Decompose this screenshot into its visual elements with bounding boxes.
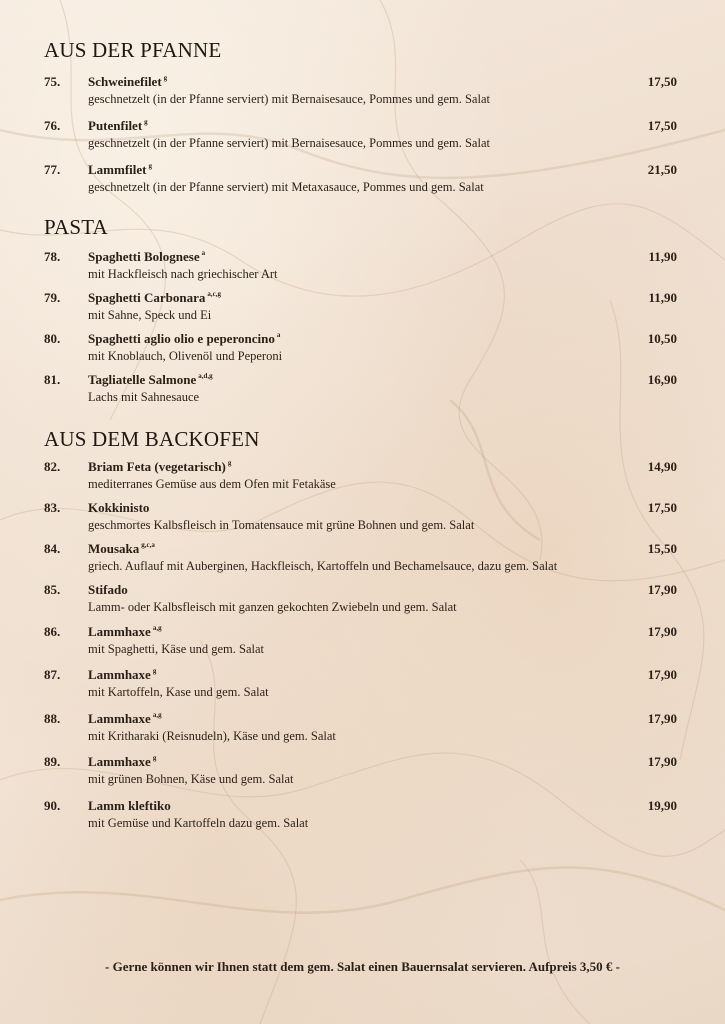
- item-number: 75.: [44, 74, 61, 89]
- menu-item-77: [44, 162, 679, 200]
- item-name: Lammhaxe $^{a,g}$: [88, 624, 162, 639]
- item-price: 17,50: [647, 500, 677, 515]
- item-number: 77.: [44, 162, 61, 177]
- allergen-codes: a: [201, 249, 206, 257]
- allergen-codes: a,c,g: [207, 290, 221, 298]
- footer-note: - Gerne können wir Ihnen statt dem gem. Salat einen Bauernsalat servieren. Aufpreis 3,50 € -: [105, 959, 620, 974]
- section-title-aus-der-pfanne: AUS DER PFANNE: [44, 38, 222, 62]
- allergen-codes: a,g: [152, 624, 162, 632]
- item-description: geschnetzelt (in der Pfanne serviert) mit Metaxasauce, Pommes und gem. Salat: [88, 180, 484, 194]
- item-price: 19,90: [647, 798, 677, 813]
- menu-item-82: [44, 459, 679, 497]
- menu-item-87: [44, 667, 679, 705]
- item-number: 78.: [44, 249, 61, 264]
- item-description: geschmortes Kalbsfleisch in Tomatensauce mit grüne Bohnen und gem. Salat: [88, 518, 475, 532]
- item-price: 16,90: [647, 372, 677, 387]
- allergen-codes: g: [144, 118, 148, 126]
- item-number: 90.: [44, 798, 61, 813]
- menu-item-80: [44, 331, 679, 369]
- menu-item-79: [44, 290, 679, 328]
- item-number: 83.: [44, 500, 61, 515]
- item-price: 15,50: [647, 541, 677, 556]
- menu-item-83: [44, 500, 679, 538]
- item-description: mit Hackfleisch nach griechischer Art: [88, 267, 278, 281]
- item-name: Spaghetti aglio olio e peperoncino $^a$: [88, 331, 281, 346]
- item-price: 11,90: [648, 249, 677, 264]
- allergen-codes: a,d,g: [198, 372, 213, 380]
- menu-item-81: [44, 372, 679, 410]
- item-number: 88.: [44, 711, 61, 726]
- item-name: Lammfilet $^g$: [88, 162, 152, 177]
- item-name: Mousaka $^{g,c,a}$: [88, 541, 155, 556]
- item-price: 10,50: [647, 331, 677, 346]
- item-price: 21,50: [647, 162, 677, 177]
- item-name: Lammhaxe $^{a,g}$: [88, 711, 162, 726]
- menu-item-89: [44, 754, 679, 792]
- item-number: 84.: [44, 541, 61, 556]
- menu-item-84: [44, 541, 679, 579]
- item-name: Spaghetti Bolognese $^a$: [88, 249, 206, 264]
- item-description: mit Kartoffeln, Kase und gem. Salat: [88, 685, 269, 699]
- item-description: Lachs mit Sahnesauce: [88, 390, 200, 404]
- allergen-codes: g: [227, 459, 232, 467]
- item-description: mit Gemüse und Kartoffeln dazu gem. Salat: [88, 816, 309, 830]
- allergen-codes: g: [163, 74, 168, 82]
- item-name: Spaghetti Carbonara $^{a,c,g}$: [88, 290, 221, 305]
- item-description: mediterranes Gemüse aus dem Ofen mit Fetakäse: [88, 477, 336, 491]
- item-price: 17,90: [647, 667, 677, 682]
- item-number: 89.: [44, 754, 61, 769]
- item-price: 14,90: [647, 459, 677, 474]
- item-description: mit Sahne, Speck und Ei: [88, 308, 212, 322]
- item-description: mit Spaghetti, Käse und gem. Salat: [88, 642, 265, 656]
- menu-item-78: [44, 249, 679, 287]
- item-description: mit grünen Bohnen, Käse und gem. Salat: [88, 772, 294, 786]
- item-description: Lamm- oder Kalbsfleisch mit ganzen gekochten Zwiebeln und gem. Salat: [88, 600, 457, 614]
- allergen-codes: g,c,a: [141, 541, 155, 549]
- item-name: Briam Feta (vegetarisch) $^g$: [88, 459, 232, 474]
- item-price: 11,90: [648, 290, 677, 305]
- item-number: 86.: [44, 624, 61, 639]
- item-name: Lammhaxe $^g$: [88, 754, 157, 769]
- item-name: Putenfilet $^g$: [88, 118, 148, 133]
- section-title-pasta: PASTA: [44, 215, 108, 239]
- menu-item-85: [44, 582, 679, 620]
- item-number: 76.: [44, 118, 61, 133]
- allergen-codes: a: [276, 331, 281, 339]
- item-number: 87.: [44, 667, 61, 682]
- item-name: Stifado: [88, 582, 128, 597]
- item-price: 17,90: [647, 624, 677, 639]
- menu-item-75: [44, 74, 679, 112]
- item-description: griech. Auflauf mit Auberginen, Hackfleisch, Kartoffeln und Bechamelsauce, dazu gem. Salat: [88, 559, 558, 573]
- item-number: 80.: [44, 331, 61, 346]
- allergen-codes: a,g: [152, 711, 162, 719]
- item-name: Lammhaxe $^g$: [88, 667, 157, 682]
- item-number: 82.: [44, 459, 61, 474]
- item-price: 17,90: [647, 754, 677, 769]
- item-price: 17,50: [647, 74, 677, 89]
- item-price: 17,50: [647, 118, 677, 133]
- menu-item-90: [44, 798, 679, 836]
- menu-item-86: [44, 624, 679, 662]
- item-description: mit Knoblauch, Olivenöl und Peperoni: [88, 349, 283, 363]
- item-price: 17,90: [647, 711, 677, 726]
- item-price: 17,90: [647, 582, 677, 597]
- item-name: Tagliatelle Salmone $^{a,d,g}$: [88, 372, 213, 387]
- allergen-codes: g: [148, 162, 152, 170]
- section-title-aus-dem-backofen: AUS DEM BACKOFEN: [44, 427, 260, 451]
- menu-item-76: [44, 118, 679, 156]
- item-description: geschnetzelt (in der Pfanne serviert) mit Bernaisesauce, Pommes und gem. Salat: [88, 92, 490, 106]
- menu-item-88: [44, 711, 679, 749]
- item-name: Schweinefilet $^g$: [88, 74, 168, 89]
- item-number: 79.: [44, 290, 61, 305]
- item-number: 81.: [44, 372, 61, 387]
- allergen-codes: g: [152, 754, 157, 762]
- allergen-codes: g: [152, 667, 157, 675]
- item-description: geschnetzelt (in der Pfanne serviert) mit Bernaisesauce, Pommes und gem. Salat: [88, 136, 490, 150]
- item-name: Lamm kleftiko: [88, 798, 171, 813]
- item-number: 85.: [44, 582, 61, 597]
- item-description: mit Kritharaki (Reisnudeln), Käse und gem. Salat: [88, 729, 336, 743]
- item-name: Kokkinisto: [88, 500, 150, 515]
